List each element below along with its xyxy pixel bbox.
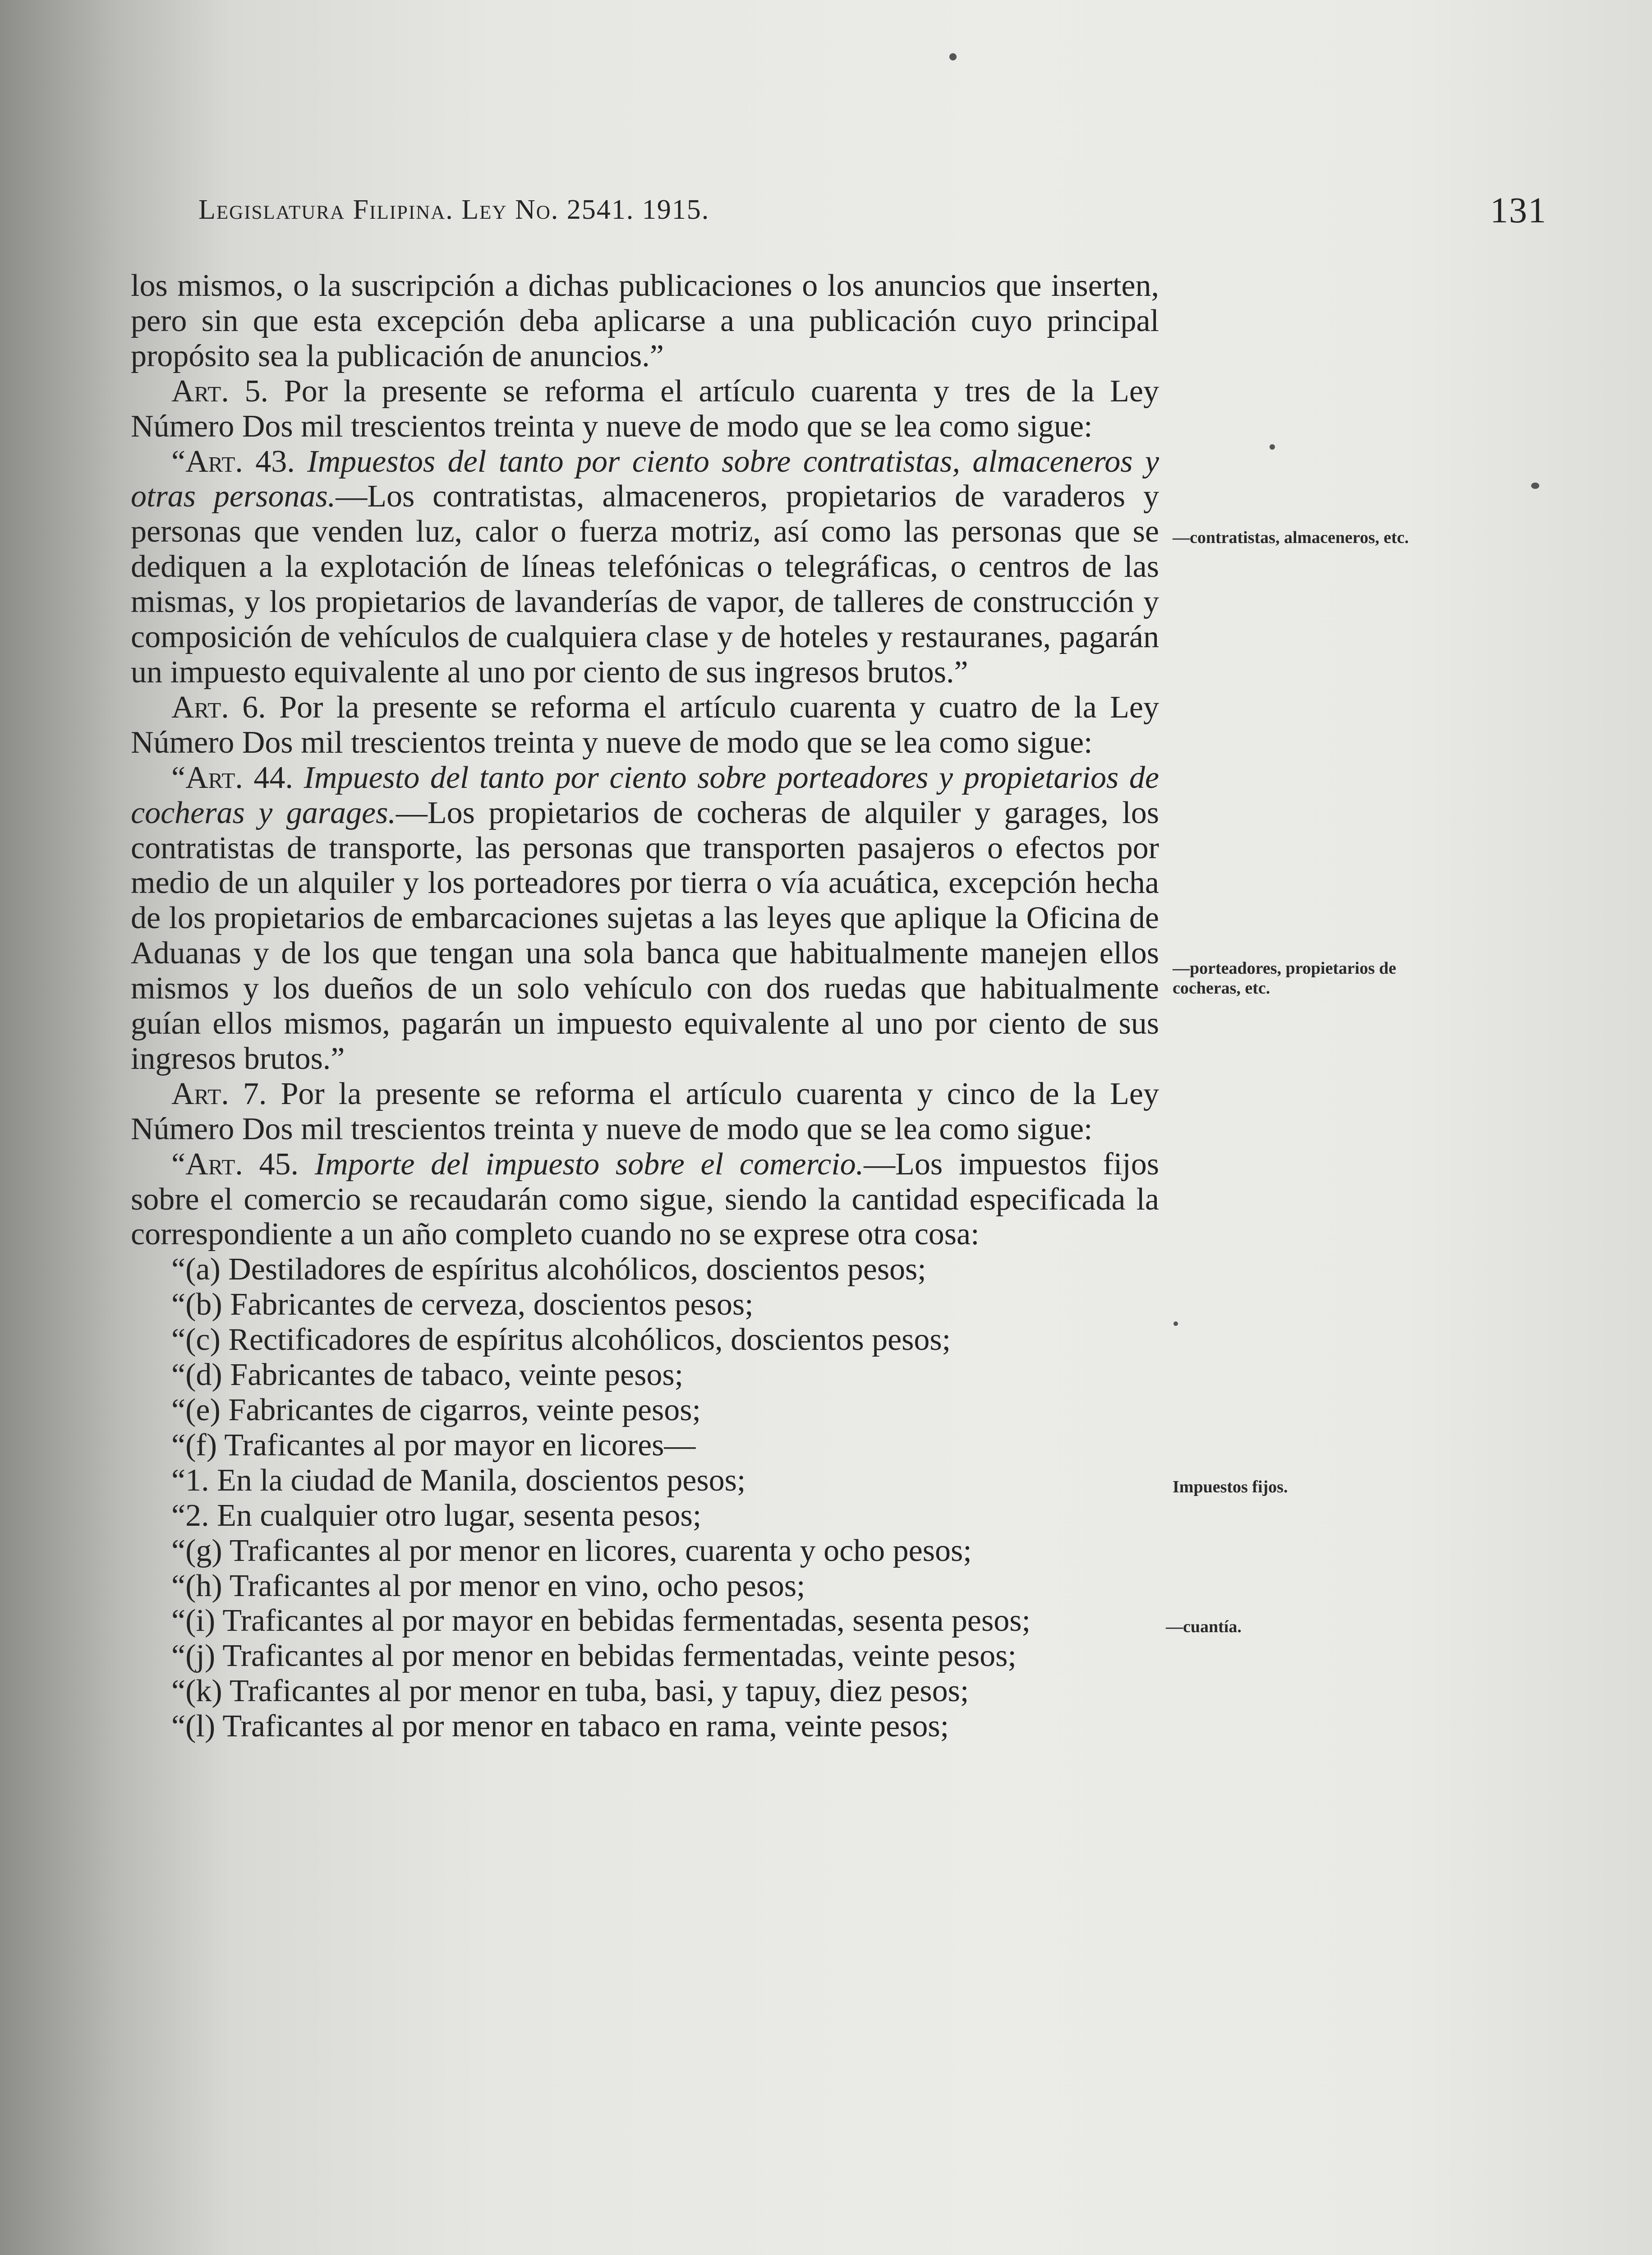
list-item: “2. En cualquier otro lugar, sesenta pesos;	[171, 1498, 702, 1533]
article-45	[131, 1147, 1159, 1252]
article-7	[131, 1077, 1159, 1147]
list-item: “(l) Traficantes al por menor en tabaco en rama, veinte pesos;	[171, 1709, 949, 1744]
list-item: “(d) Fabricantes de tabaco, veinte pesos;	[171, 1358, 684, 1393]
article-45-heading: Importe del impuesto sobre el comercio.	[299, 1146, 864, 1182]
page-number: 131	[1490, 191, 1547, 230]
article-7-text: Por la presente se reforma el artículo cuarenta y cinco de la Ley Número Dos mil trescientos treinta y nueve de modo que se lea como sigue:	[131, 1076, 1159, 1146]
list-item: “(j) Traficantes al por menor en bebidas fermentadas, veinte pesos;	[171, 1638, 1017, 1674]
article-5-text: Por la presente se reforma el artículo cuarenta y tres de la Ley Número Dos mil trescientos treinta y nueve de modo que se lea como sigue:	[131, 373, 1159, 444]
list-item: “(i) Traficantes al por mayor en bebidas fermentadas, sesenta pesos;	[171, 1603, 1031, 1638]
list-item: “(b) Fabricantes de cerveza, doscientos pesos;	[171, 1287, 754, 1322]
print-speck	[1531, 483, 1539, 489]
list-item: “(f) Traficantes al por mayor en licores—	[171, 1427, 696, 1463]
article-6-text: Por la presente se reforma el artículo cuarenta y cuatro de la Ley Número Dos mil trescientos treinta y nueve de modo que se lea como sigue:	[131, 690, 1159, 760]
list-item: “1. En la ciudad de Manila, doscientos pesos;	[171, 1463, 746, 1498]
article-7-label: Art. 7.	[171, 1076, 267, 1111]
running-header	[198, 191, 1547, 244]
paragraph-continuation: los mismos, o la suscripción a dichas publicaciones o los anuncios que inserten, pero sin que esta excepción deba aplicarse a una publicación cuyo principal propósito sea la publicación de anuncios.”	[131, 268, 1159, 373]
article-43-label: “Art. 43.	[171, 444, 295, 479]
article-44-heading: Impuesto del tanto por ciento sobre porteadores y propietarios de cocheras y garages.	[131, 760, 1159, 830]
list-item: “(k) Traficantes al por menor en tuba, basi, y tapuy, diez pesos;	[171, 1674, 969, 1709]
list-item: “(c) Rectificadores de espíritus alcohólicos, doscientos pesos;	[171, 1322, 951, 1358]
list-item: “(e) Fabricantes de cigarros, veinte pesos;	[171, 1393, 701, 1427]
article-43-heading: Impuestos del tanto por ciento sobre contratistas, almaceneros y otras personas.	[131, 444, 1159, 514]
print-speck	[1270, 444, 1275, 450]
margin-note-impuestos-fijos: Impuestos fijos.	[1173, 1477, 1288, 1496]
margin-note-cuantia: —cuantía.	[1166, 1617, 1242, 1636]
margin-note-contratistas: —contratistas, almaceneros, etc.	[1173, 528, 1409, 547]
article-44-label: “Art. 44.	[171, 760, 293, 795]
article-5	[131, 374, 1159, 444]
article-43-text: —Los contratistas, almaceneros, propietarios de varaderos y personas que venden luz, calor o fuerza motriz, así como las personas que se dediquen a la explotación de líneas telefónicas o telegráficas, o centros de las mismas, y los propietarios de lavanderías de vapor, de talleres de construcción y composición de vehículos de cualquiera clase y de hoteles y restauranes, pagarán un impuesto equivalente al uno por ciento de sus ingresos brutos.”	[131, 479, 1159, 690]
print-speck	[949, 53, 957, 60]
article-43	[131, 444, 1159, 690]
article-6	[131, 690, 1159, 760]
article-5-label: Art. 5.	[171, 373, 268, 409]
list-item: “(h) Traficantes al por menor en vino, ocho pesos;	[171, 1568, 805, 1603]
article-45-label: “Art. 45.	[171, 1146, 299, 1182]
margin-note-porteadores: —porteadores, propietarios de cocheras, etc.	[1173, 959, 1396, 998]
body-text	[131, 268, 1159, 1744]
print-speck	[1173, 1321, 1178, 1326]
header-title: Legislatura Filipina. Ley No. 2541. 1915.	[198, 194, 710, 225]
article-6-label: Art. 6.	[171, 690, 266, 725]
list-item: “(g) Traficantes al por menor en licores, cuarenta y ocho pesos;	[171, 1533, 972, 1568]
list-item: “(a) Destiladores de espíritus alcohólicos, doscientos pesos;	[171, 1252, 926, 1287]
article-45-text: —Los impuestos fijos sobre el comercio se recaudarán como sigue, siendo la cantidad especificada la correspondiente a un año completo cuando no se exprese otra cosa:	[131, 1146, 1159, 1252]
article-44	[131, 760, 1159, 1077]
article-44-text: —Los propietarios de cocheras de alquiler y garages, los contratistas de transporte, las personas que transporten pasajeros o efectos por medio de un alquiler y los porteadores por tierra o vía acuática, excepción hecha de los propietarios de embarcaciones sujetas a las leyes que aplique la Oficina de Aduanas y de los que tengan una sola banca que habitualmente manejen ellos mismos y los dueños de un solo vehículo con dos ruedas que habitualmente guían ellos mismos, pagarán un impuesto equivalente al uno por ciento de sus ingresos brutos.”	[131, 795, 1160, 1076]
